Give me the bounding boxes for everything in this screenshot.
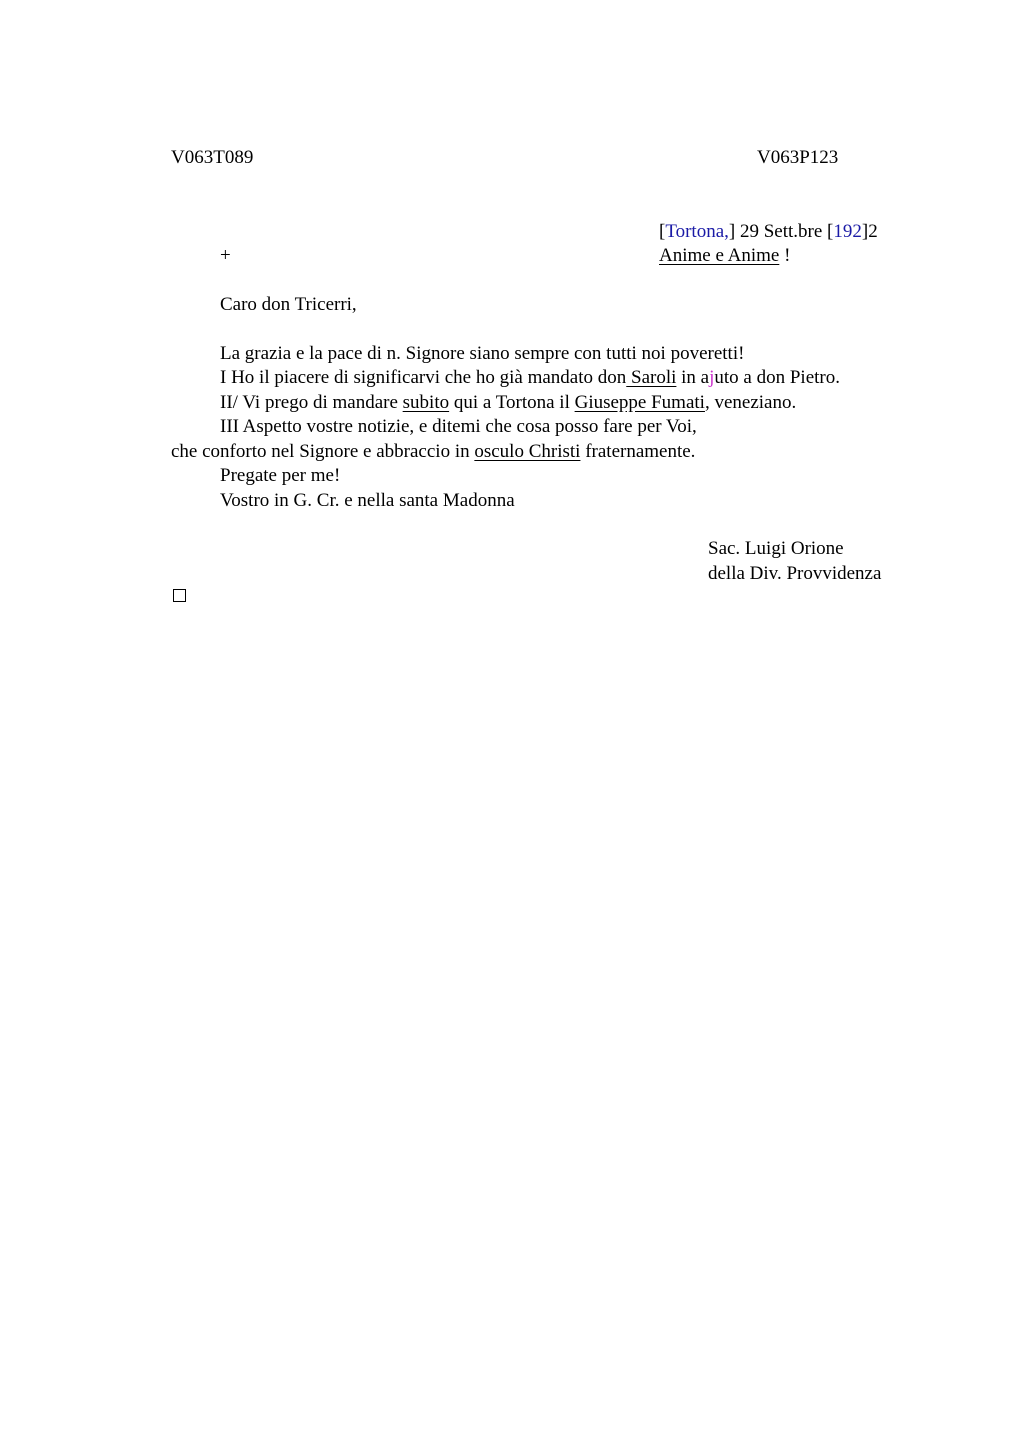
body-line-3-post: , veneziano.: [704, 392, 797, 413]
body-line-3: [220, 391, 796, 415]
word-subito: subito: [402, 392, 450, 413]
body-line-5-post: fraternamente.: [580, 441, 696, 462]
dateline-year-part: 192: [833, 221, 862, 242]
body-line-3-pre: II/ Vi prego di mandare: [220, 392, 403, 413]
body-line-5: [171, 440, 695, 464]
body-line-2-pre: I Ho il piacere di significarvi che ho già mandato don: [220, 367, 627, 388]
body-line-4: III Aspetto vostre notizie, e ditemi che cosa posso fare per Voi,: [220, 416, 697, 437]
signature-title: della Div. Provvidenza: [708, 563, 882, 584]
header-left-code: V063T089: [171, 147, 254, 168]
salutation: Caro don Tricerri,: [220, 294, 357, 315]
name-saroli: Saroli: [626, 367, 677, 388]
dateline-date: ] 29 Sett.bre [: [728, 221, 834, 242]
header-right-code: V063P123: [757, 147, 839, 168]
body-line-2-mid: in a: [676, 367, 710, 388]
dateline-open-bracket: [: [659, 221, 666, 242]
body-line-2: [220, 366, 840, 390]
body-line-7: Vostro in G. Cr. e nella santa Madonna: [220, 490, 515, 511]
signature-name: Sac. Luigi Orione: [708, 538, 844, 559]
motto: [659, 244, 790, 268]
motto-suffix: !: [779, 245, 791, 266]
dateline-year-end: ]2: [861, 221, 878, 242]
body-line-6: Pregate per me!: [220, 465, 341, 486]
dateline-place: Tortona,: [665, 221, 729, 242]
end-square-icon: [173, 589, 186, 602]
corrected-letter: j: [709, 367, 715, 388]
body-line-1: La grazia e la pace di n. Signore siano sempre con tutti noi poveretti!: [220, 343, 745, 364]
dateline: [659, 220, 878, 244]
phrase-osculo-christi: osculo Christi: [474, 441, 581, 462]
motto-text: Anime e Anime: [659, 245, 780, 266]
body-line-5-pre: che conforto nel Signore e abbraccio in: [171, 441, 475, 462]
body-line-2-post: uto a don Pietro.: [714, 367, 841, 388]
name-giuseppe-fumati: Giuseppe Fumati: [574, 392, 705, 413]
cross-symbol: +: [220, 245, 231, 266]
body-line-3-mid: qui a Tortona il: [449, 392, 575, 413]
